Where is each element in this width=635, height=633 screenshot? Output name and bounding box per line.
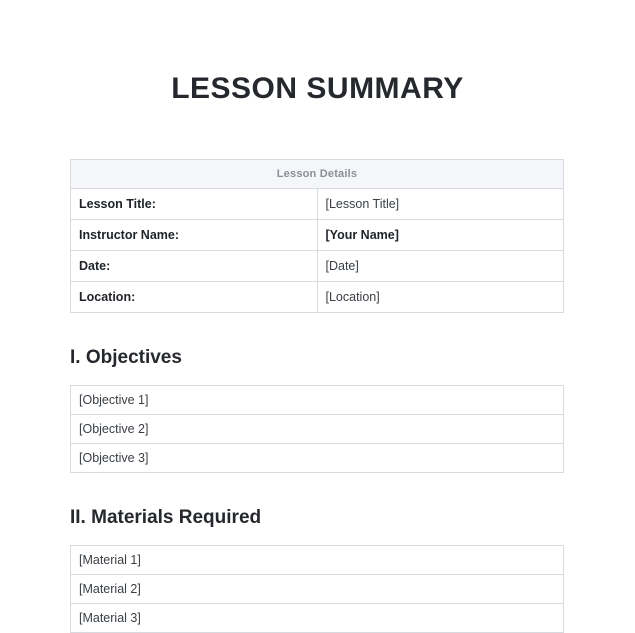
material-item[interactable]: [Material 3]: [71, 604, 564, 633]
material-item[interactable]: [Material 2]: [71, 575, 564, 604]
table-row: [71, 251, 564, 282]
table-row: [71, 415, 564, 444]
location-value[interactable]: [Location]: [317, 282, 564, 313]
material-item[interactable]: [Material 1]: [71, 546, 564, 575]
table-row: [71, 282, 564, 313]
table-row: [71, 546, 564, 575]
objective-item[interactable]: [Objective 3]: [71, 444, 564, 473]
objectives-table: [70, 385, 564, 473]
table-row: [71, 220, 564, 251]
lesson-title-label: Lesson Title:: [71, 189, 318, 220]
lesson-details-table: [70, 159, 564, 313]
instructor-name-value[interactable]: [Your Name]: [317, 220, 564, 251]
location-label: Location:: [71, 282, 318, 313]
date-value[interactable]: [Date]: [317, 251, 564, 282]
lesson-title-value[interactable]: [Lesson Title]: [317, 189, 564, 220]
table-row: [71, 575, 564, 604]
materials-heading: II. Materials Required: [70, 507, 262, 528]
date-label: Date:: [71, 251, 318, 282]
lesson-details-header: Lesson Details: [71, 160, 564, 189]
table-row: [71, 189, 564, 220]
objectives-heading: I. Objectives: [70, 347, 182, 368]
page-title: LESSON SUMMARY: [171, 72, 464, 105]
table-row: [71, 604, 564, 633]
table-row: [71, 386, 564, 415]
objective-item[interactable]: [Objective 2]: [71, 415, 564, 444]
objective-item[interactable]: [Objective 1]: [71, 386, 564, 415]
table-row: [71, 444, 564, 473]
materials-table: [70, 545, 564, 633]
instructor-name-label: Instructor Name:: [71, 220, 318, 251]
table-header-row: [71, 160, 564, 189]
